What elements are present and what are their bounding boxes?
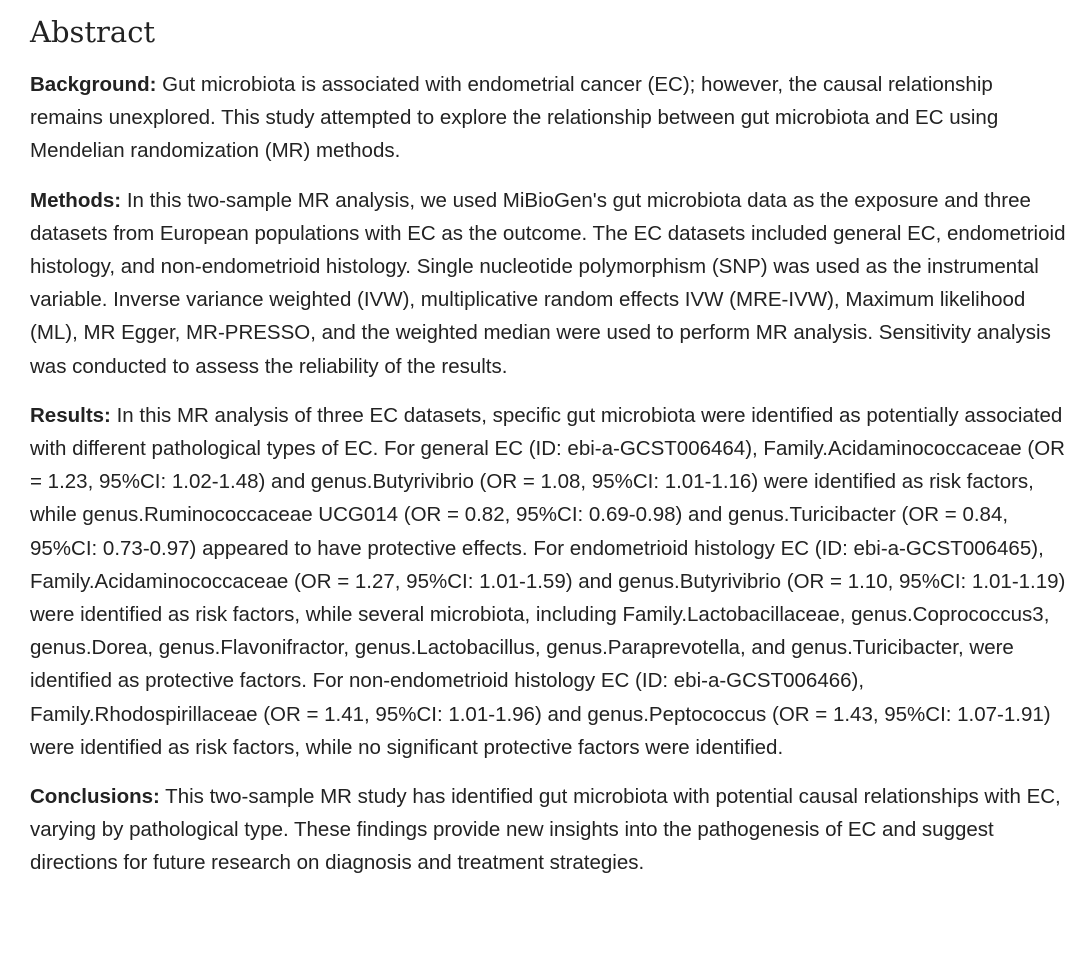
methods-label: Methods: xyxy=(30,188,122,212)
conclusions-label: Conclusions: xyxy=(30,785,160,809)
results-section xyxy=(30,399,1070,764)
abstract-title: Abstract xyxy=(30,15,156,49)
background-label: Background: xyxy=(30,73,157,96)
methods-section xyxy=(30,184,1070,383)
conclusions-text: This two-sample MR study has identified gut microbiota with potential causal relationships with EC, varying by pathological type. These findings provide new insights into the pathogenesis of EC and suggest directions for future research on diagnosis and treatment strategies. xyxy=(30,785,1061,875)
background-text: Gut microbiota is associated with endometrial cancer (EC); however, the causal relationship remains unexplored. This study attempted to explore the relationship between gut microbiota and EC using Mendelian randomization (MR) methods. xyxy=(30,73,999,163)
abstract-container xyxy=(30,12,1070,896)
background-section xyxy=(30,68,1070,168)
results-label: Results: xyxy=(30,403,111,427)
conclusions-section xyxy=(30,780,1070,880)
methods-text: In this two-sample MR analysis, we used MiBioGen's gut microbiota data as the exposure and three datasets from European populations with EC as the outcome. The EC datasets included general EC, endometrioid histology, and non-endometrioid histology. Single nucleotide polymorphism (SNP) was used as the instrumental variable. Inverse variance weighted (IVW), multiplicative random effects IVW (MRE-IVW), Maximum likelihood (ML), MR Egger, MR-PRESSO, and the weighted median were used to perform MR analysis. Sensitivity analysis was conducted to assess the reliability of the results. xyxy=(30,188,1066,378)
results-text: In this MR analysis of three EC datasets, specific gut microbiota were identified as potentially associated with different pathological types of EC. For general EC (ID: ebi-a-GCST006464), Family.Acidaminococcaceae (OR = 1.23, 95%CI: 1.02-1.48) and genus.Butyrivibrio (OR = 1.08, 95%CI: 1.01-1.16) were identified as risk factors, while genus.Ruminococcaceae UCG014 (OR = 0.82, 95%CI: 0.69-0.98) and genus.Turicibacter (OR = 0.84, 95%CI: 0.73-0.97) appeared to have protective effects. For endometrioid histology EC (ID: ebi-a-GCST006465), Family.Acidaminococcaceae (OR = 1.27, 95%CI: 1.01-1.59) and genus.Butyrivibrio (OR = 1.10, 95%CI: 1.01-1.19) were identified as risk factors, while several microbiota, including Family.Lactobacillaceae, genus.Coprococcus3, genus.Dorea, genus.Flavonifractor, genus.Lactobacillus, genus.Paraprevotella, and genus.Turicibacter, were identified as protective factors. For non-endometrioid histology EC (ID: ebi-a-GCST006466), Family.Rhodospirillaceae (OR = 1.41, 95%CI: 1.01-1.96) and genus.Peptococcus (OR = 1.43, 95%CI: 1.07-1.91) were identified as risk factors, while no significant protective factors were identified. xyxy=(30,403,1066,759)
